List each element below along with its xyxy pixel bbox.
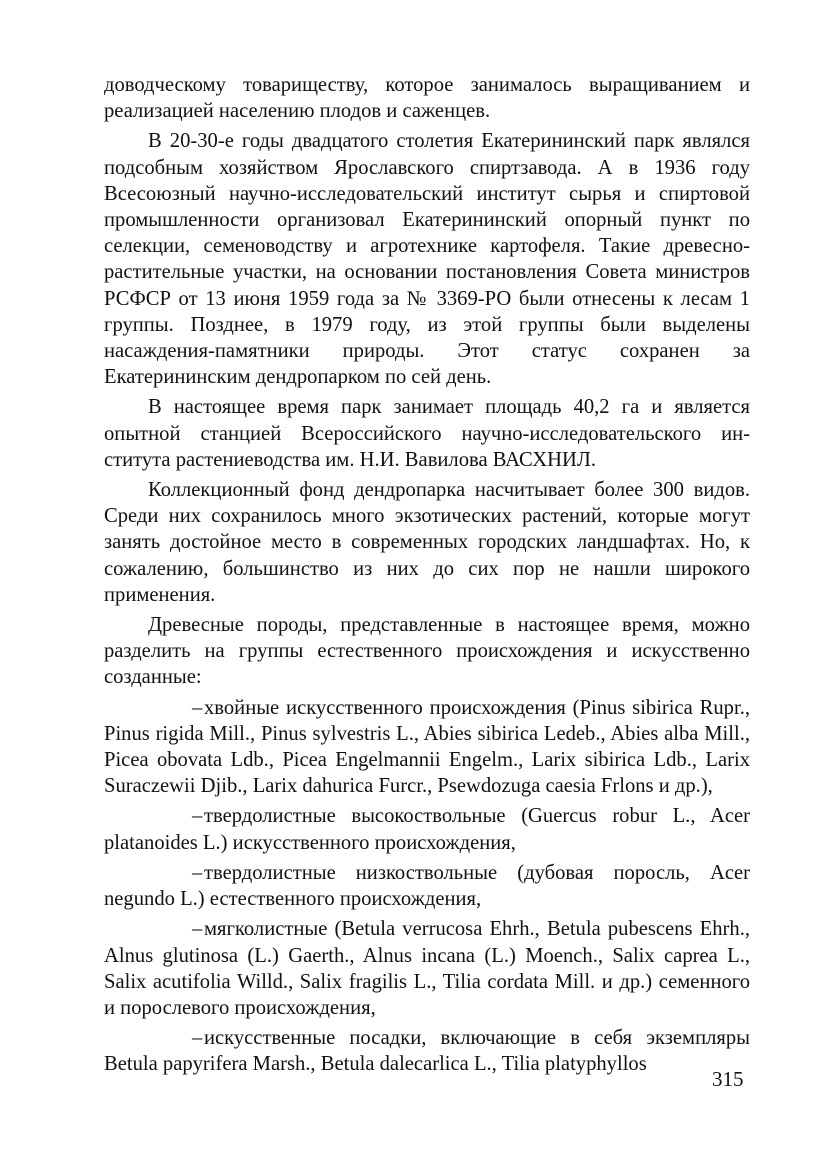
- list-dash: –: [192, 918, 203, 941]
- paragraph-current-status: В настоящее время парк занимает площадь 40,2 га и является опытной станцией Всероссийского научно-исследовательского института растениеводства им. Н.И. Вавилова ВАСХНИЛ.: [104, 396, 750, 471]
- list-dash: –: [192, 861, 203, 884]
- list-item-text: искусственные посадки, включающие в себя экземпляры Betula papyrifera Marsh., Betula dalecarlica L., Tilia platyphyllos: [104, 1027, 750, 1076]
- list-item: [104, 803, 750, 855]
- list-item: [104, 860, 750, 912]
- page-number: 315: [712, 1067, 744, 1091]
- list-item: [104, 916, 750, 1021]
- list-item-text: мягколистные (Betula verrucosa Ehrh., Betula pubescens Ehrh., Alnus glutinosa (L.) Gaerth., Alnus incana (L.) Moench., Salix caprea L., Salix acutifolia Willd., Salix fragilis L., Tilia cordata Mill. и др.) семенного и порослевого происхождения,: [104, 918, 750, 1019]
- paragraph-continuation: доводческому товариществу, которое занималось выращиванием и реализацией населению плодов и саженцев.: [104, 74, 750, 123]
- list-item-text: хвойные искусственного происхождения (Pinus sibirica Rupr., Pinus rigida Mill., Pinus sylvestris L., Abies sibirica Ledeb., Abies alba Mill., Picea obovata Ldb., Picea Engelmannii Engelm., Larix sibirica Ldb., Larix Suraczewii Djib., Larix dahurica Furcr., Psewdozuga caesia Frlons и др.),: [104, 696, 750, 798]
- list-dash: –: [192, 1027, 203, 1050]
- list-item: [104, 695, 750, 800]
- list-item: [104, 1025, 750, 1077]
- list-dash: –: [192, 805, 203, 828]
- paragraph-collection: Коллекционный фонд дендропарка насчитывает более 300 видов. Среди них сохранилось много экзотических растений, которые могут занять достойное место в современных городских ландшафтах. Но, к сожалению, большинство из них до сих пор не нашли широкого применения.: [104, 479, 750, 606]
- list-item-text: твердолистные высокоствольные (Guercus robur L., Acer platanoides L.) искусственного происхождения,: [104, 805, 750, 854]
- paragraph-groups-intro: Древесные породы, представленные в настоящее время, можно разделить на группы естественного происхождения и искусственно созданные:: [104, 614, 750, 689]
- paragraph-history: В 20-30-е годы двадцатого столетия Екатерининский парк являлся подсобным хозяйством Ярославского спиртзавода. А в 1936 году Всесоюзный научно-исследовательский институт сырья и спиртовой промышленности организовал Екатерининский опорный пункт по селекции, семеноводству и агротехнике картофеля. Такие древесно-растительные участки, на основании постановления Совета министров РСФСР от 13 июня 1959 года за № 3369-РО были отнесены к лесам 1 группы. Позднее, в 1979 году, из этой группы были выделены насаждения-памятники природы. Этот статус сохранен за Екатерининским дендропарком по сей день.: [104, 130, 750, 389]
- list-item-text: твердолистные низкоствольные (дубовая поросль, Acer negundo L.) естественного происхождения,: [104, 861, 750, 911]
- page-body: [104, 72, 750, 1082]
- list-dash: –: [192, 696, 203, 719]
